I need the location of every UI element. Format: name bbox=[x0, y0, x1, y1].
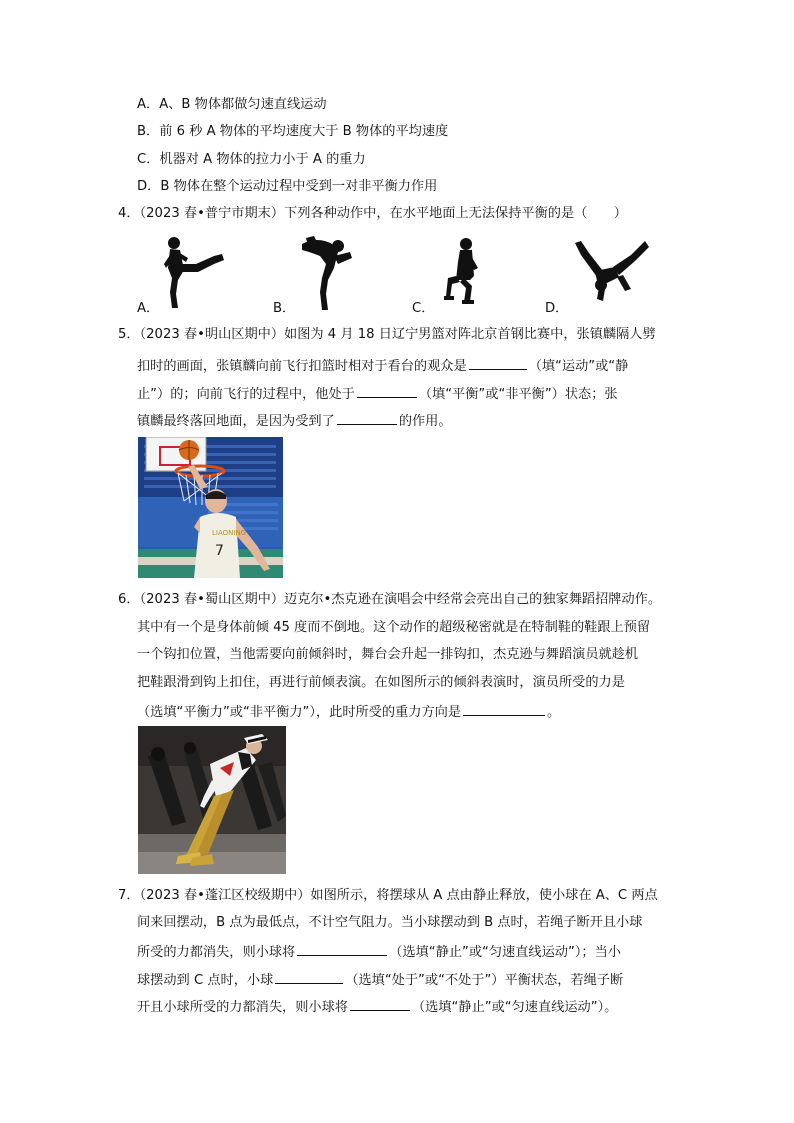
q3-option-b: B．前 6 秒 A 物体的平均速度大于 B 物体的平均速度 bbox=[137, 124, 449, 139]
q7-line-3: 所受的力都消失，则小球将 （选填“静止”或“匀速直线运动”）；当小 bbox=[137, 941, 621, 962]
q5-line-1: 5．（2023 春•明山区期中）如图为 4 月 18 日辽宁男篮对阵北京首钢比赛中，张镇麟隔人劈 bbox=[118, 327, 656, 342]
q4-label-c: C． bbox=[412, 301, 435, 316]
q6-line-1: 6．（2023 春•蜀山区期中）迈克尔•杰克逊在演唱会中经常会亮出自己的独家舞蹈招牌动作。 bbox=[118, 592, 662, 607]
q5-line-3: 止”）的；向前飞行的过程中，他处于 （填“平衡”或“非平衡”）状态；张 bbox=[137, 383, 618, 404]
q4-stem: 4．（2023 春•普宁市期末）下列各种动作中，在水平地面上无法保持平衡的是（ ） bbox=[118, 206, 627, 221]
silhouette-c-sitting bbox=[442, 236, 482, 310]
q6-line-4: 把鞋跟滑到钩上扣住，再进行前倾表演。在如图所示的倾斜表演时，演员所受的力是 bbox=[137, 675, 625, 690]
q5-blank-2[interactable] bbox=[357, 383, 417, 398]
q5-blank-1[interactable] bbox=[469, 355, 527, 370]
svg-text:LIAONING: LIAONING bbox=[212, 529, 247, 537]
silhouette-d-breakdance bbox=[573, 237, 649, 303]
q4-label-d: D． bbox=[545, 301, 569, 316]
q7-line-4: 球摆动到 C 点时，小球 （选填“处于”或“不处于”）平衡状态，若绳子断 bbox=[137, 969, 623, 990]
q6-line-5: （选填“平衡力”或“非平衡力”），此时所受的重力方向是 。 bbox=[137, 701, 560, 722]
q3-option-c: C．机器对 A 物体的拉力小于 A 的重力 bbox=[137, 152, 366, 167]
q7-line-5: 开且小球所受的力都消失，则小球将 （选填“静止”或“匀速直线运动”）。 bbox=[137, 996, 617, 1017]
q7-line-2: 间来回摆动，B 点为最低点，不计空气阻力。当小球摆动到 B 点时，若绳子断开且小球 bbox=[137, 915, 643, 930]
basketball-dunk-photo bbox=[138, 437, 283, 578]
q5-line-2: 扣时的画面，张镇麟向前飞行扣篮时相对于看台的观众是 （填“运动”或“静 bbox=[137, 355, 628, 376]
q6-line-2: 其中有一个是身体前倾 45 度而不倒地。这个动作的超级秘密就是在特制鞋的鞋跟上预留 bbox=[137, 620, 651, 635]
q5-line-4: 镇麟最终落回地面，是因为受到了 的作用。 bbox=[137, 410, 452, 431]
q4-label-a: A． bbox=[137, 301, 160, 316]
q3-option-a: A．A、B 物体都做匀速直线运动 bbox=[137, 97, 327, 112]
silhouette-a-kick bbox=[160, 234, 226, 310]
q6-blank-1[interactable] bbox=[463, 701, 545, 716]
lean-dance-photo bbox=[138, 726, 286, 874]
q6-line-3: 一个钩扣位置，当他需要向前倾斜时，舞台会升起一排钩扣，杰克逊与舞蹈演员就趁机 bbox=[137, 647, 639, 662]
q4-label-b: B． bbox=[273, 301, 296, 316]
q3-option-d: D．B 物体在整个运动过程中受到一对非平衡力作用 bbox=[137, 179, 438, 194]
q7-blank-2[interactable] bbox=[275, 969, 343, 984]
q7-blank-3[interactable] bbox=[350, 996, 410, 1011]
q7-line-1: 7．（2023 春•蓬江区校级期中）如图所示，将摆球从 A 点由静止释放，使小球在 A、C 两点 bbox=[118, 888, 658, 903]
silhouette-b-dancer bbox=[298, 234, 354, 312]
q7-blank-1[interactable] bbox=[297, 941, 387, 956]
jersey-number: 7 bbox=[215, 543, 224, 559]
q5-blank-3[interactable] bbox=[337, 410, 397, 425]
